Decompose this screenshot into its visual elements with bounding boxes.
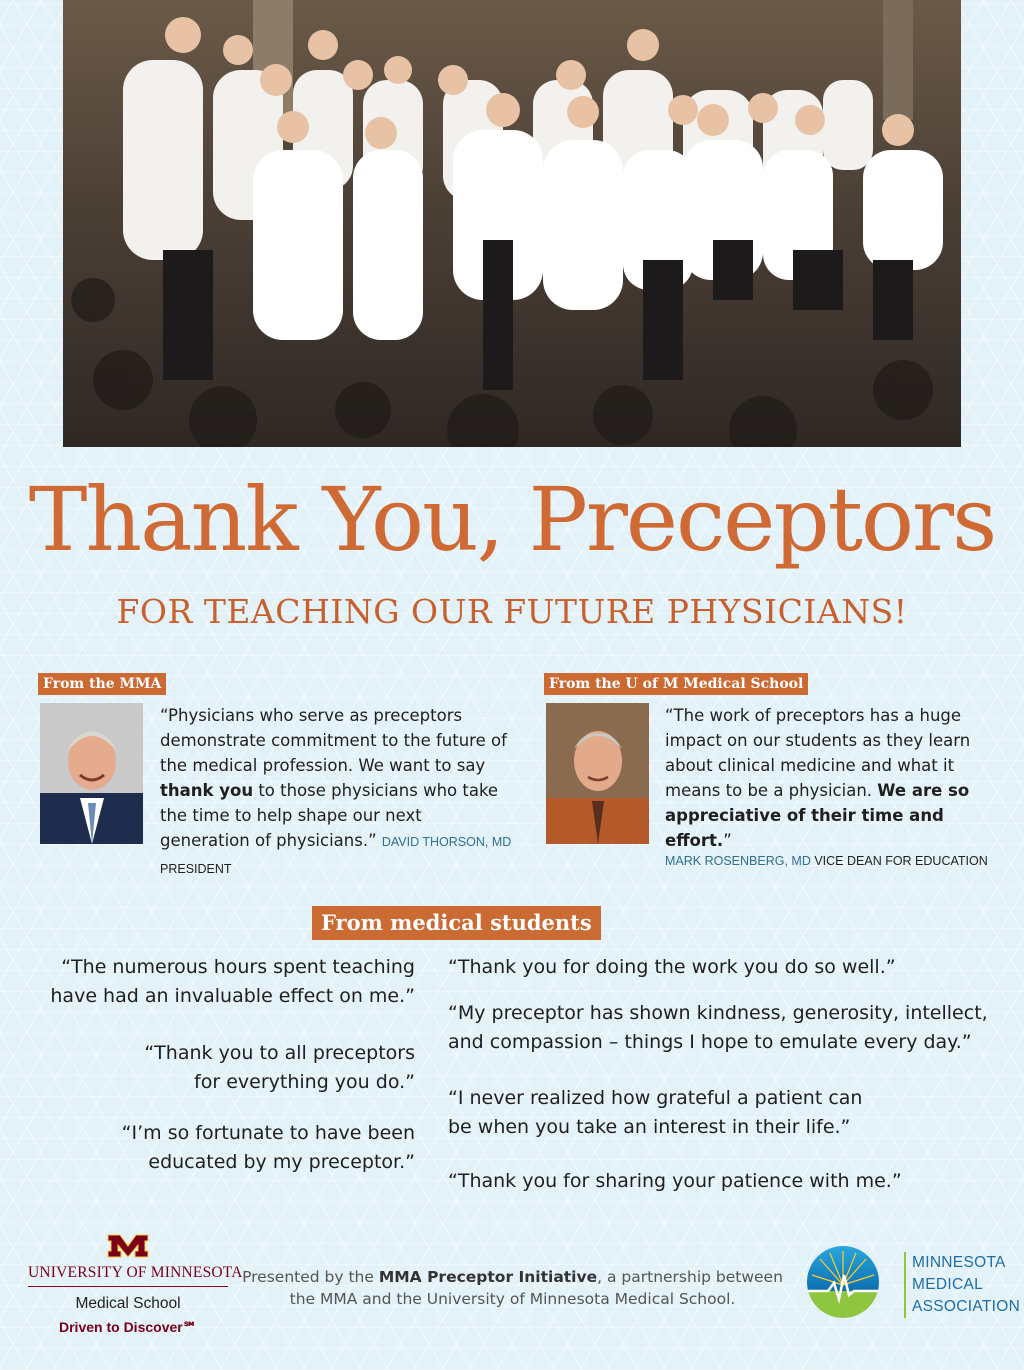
umn-section-tag: From the U of M Medical School [544,673,808,695]
student-quote-right-1: “Thank you for doing the work you do so well.” [448,956,896,978]
umn-quote-bold: We are so appreciative of their time and effort. [665,781,970,850]
mma-wordmark-line-2: MEDICAL [912,1276,984,1293]
mma-logo [806,1245,880,1323]
umn-block-m-icon [106,1233,150,1259]
mma-quote-text-2: to those physicians who take the time to help shape our next generation of physicians.” [160,781,499,850]
mma-section-tag: From the MMA [38,673,166,695]
presented-by-text [240,1266,785,1310]
mma-attribution-name: DAVID THORSON, MD [381,835,512,849]
umn-quote [665,703,995,869]
presented-initiative: MMA Preceptor Initiative [378,1268,598,1286]
thorson-portrait [40,703,143,844]
mma-quote-text-1: “Physicians who serve as preceptors demonstrate commitment to the future of the medical profession. We want to say [160,706,507,775]
page-subtitle: FOR TEACHING OUR FUTURE PHYSICIANS! [116,592,908,631]
student-quote-left-2: “Thank you to all preceptors for everything you do.” [144,1042,415,1093]
mma-wordmark-line-1: MINNESOTA [912,1254,1006,1271]
student-quote-right-2: “My preceptor has shown kindness, generosity, intellect, and compassion – things I hope to emulate every day.” [448,1002,988,1053]
mma-wordmark-line-3: ASSOCIATION [912,1298,1021,1315]
umn-tagline: Driven to Discover℠ [59,1319,197,1335]
umn-quote-text-1: “The work of preceptors has a huge impact on our students as they learn about clinical medicine and what it means to be a physician. [665,706,971,800]
umn-quote-text-2: ” [723,831,732,850]
page-title: Thank You, Preceptors [28,468,996,571]
rosenberg-portrait [546,703,649,844]
presented-suffix: , a partnership between the MMA and the University of Minnesota Medical School. [289,1268,783,1308]
student-quote-right-3: “I never realized how grateful a patient can be when you take an interest in their life.” [448,1087,863,1138]
group-photo-illustration [63,0,961,447]
presented-prefix: Presented by the [242,1268,379,1286]
student-quote-left-3: “I’m so fortunate to have been educated by my preceptor.” [121,1122,415,1173]
mma-quote-bold: thank you [160,781,254,800]
mma-attribution-title: PRESIDENT [160,862,232,876]
mma-quote [160,703,515,882]
umn-attribution [665,853,995,869]
mma-wordmark [904,1252,1020,1318]
umn-name: UNIVERSITY OF MINNESOTA [28,1264,228,1287]
umn-attribution-title: VICE DEAN FOR EDUCATION [814,854,988,868]
student-quote-left-1: “The numerous hours spent teaching have had an invaluable effect on me.” [50,956,415,1007]
umn-attribution-name: MARK ROSENBERG, MD [665,854,811,868]
mma-globe-icon [806,1245,880,1319]
group-photo [63,0,961,447]
students-section-tag: From medical students [312,906,601,940]
student-quote-right-4: “Thank you for sharing your patience with me.” [448,1170,902,1192]
umn-logo [28,1233,243,1336]
umn-school: Medical School [75,1295,181,1312]
